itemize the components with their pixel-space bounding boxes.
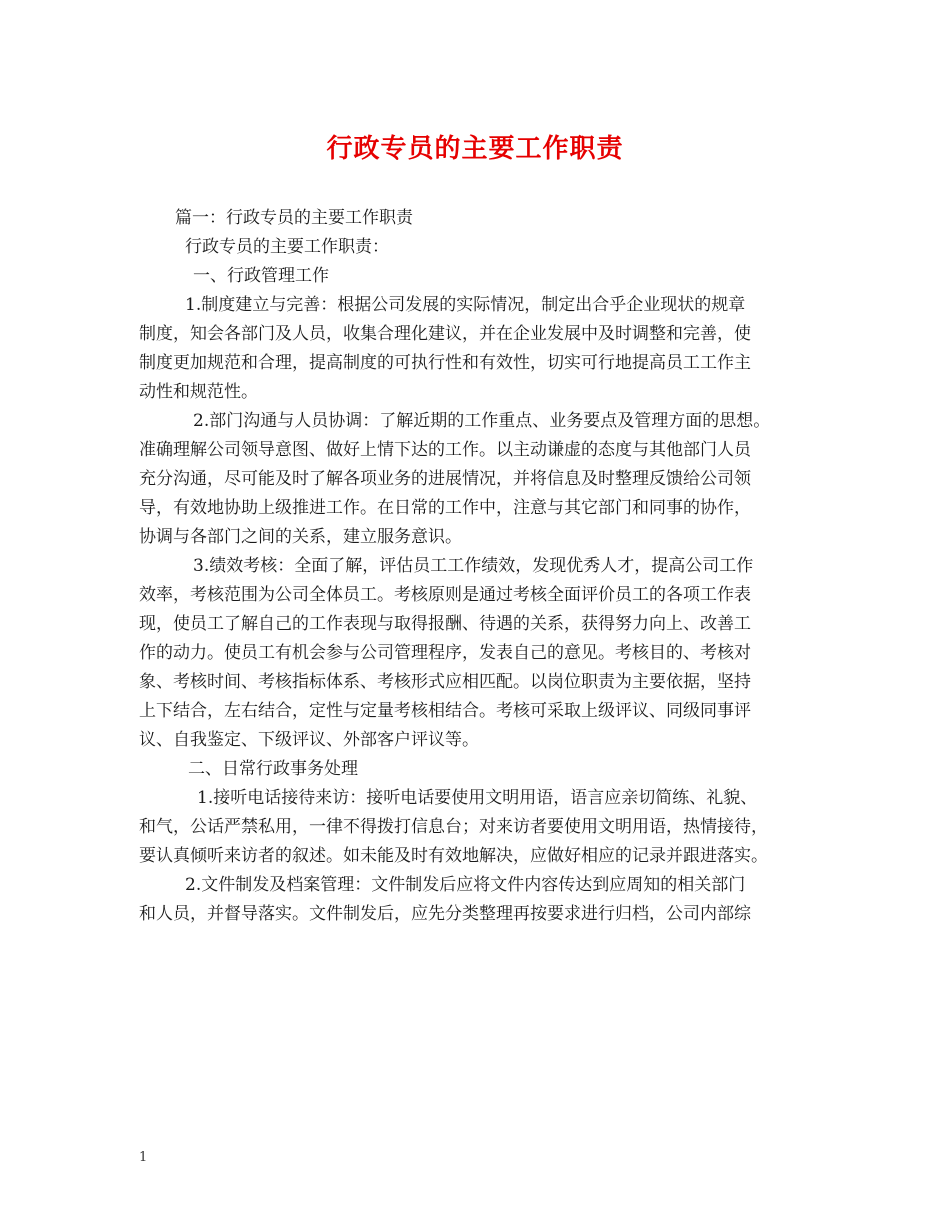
paragraph-line: 制度更加规范和合理，提高制度的可执行性和有效性，切实可行地提高员工工作主 (139, 353, 751, 373)
paragraph-line: 上下结合，左右结合，定性与定量考核相结合。考核可采取上级评议、同级同事评 (139, 701, 751, 721)
paragraph-line: 动性和规范性。 (139, 382, 258, 402)
document-body (139, 204, 819, 929)
paragraph-line: 和气，公话严禁私用，一律不得拨打信息台；对来访者要使用文明用语，热情接待， (139, 817, 768, 837)
paragraph-line: 行政专员的主要工作职责： (185, 237, 389, 257)
paragraph-line: 1.制度建立与完善：根据公司发展的实际情况，制定出合乎企业现状的规章 (185, 295, 746, 315)
paragraph-line: 2.部门沟通与人员协调：了解近期的工作重点、业务要点及管理方面的思想。 (193, 411, 771, 431)
paragraph-line: 准确理解公司领导意图、做好上情下达的工作。以主动谦虚的态度与其他部门人员 (139, 440, 751, 460)
document-title: 行政专员的主要工作职责 (326, 134, 624, 164)
paragraph-line: 要认真倾听来访者的叙述。如未能及时有效地解决，应做好相应的记录并跟进落实。 (139, 846, 768, 866)
paragraph-line: 2.文件制发及档案管理：文件制发后应将文件内容传达到应周知的相关部门 (185, 875, 746, 895)
section-heading: 二、日常行政事务处理 (188, 759, 358, 779)
paragraph-line: 现，使员工了解自己的工作表现与取得报酬、待遇的关系，获得努力向上、改善工 (139, 614, 751, 634)
paragraph-line: 1.接听电话接待来访：接听电话要使用文明用语，语言应亲切简练、礼貌、 (197, 788, 758, 808)
section-heading: 篇一：行政专员的主要工作职责 (175, 208, 413, 228)
paragraph-line: 效率，考核范围为公司全体员工。考核原则是通过考核全面评价员工的各项工作表 (139, 585, 751, 605)
paragraph-line: 作的动力。使员工有机会参与公司管理程序，发表自己的意见。考核目的、考核对 (139, 643, 751, 663)
paragraph-line: 象、考核时间、考核指标体系、考核形式应相匹配。以岗位职责为主要依据，坚持 (139, 672, 751, 692)
section-heading: 一、行政管理工作 (193, 266, 329, 286)
page-number: 1 (139, 1150, 148, 1165)
paragraph-line: 3.绩效考核：全面了解，评估员工工作绩效，发现优秀人才，提高公司工作 (193, 556, 754, 576)
paragraph-line: 和人员，并督导落实。文件制发后，应先分类整理再按要求进行归档，公司内部综 (139, 904, 751, 924)
paragraph-line: 协调与各部门之间的关系，建立服务意识。 (139, 527, 462, 547)
paragraph-line: 制度，知会各部门及人员，收集合理化建议，并在企业发展中及时调整和完善，使 (139, 324, 751, 344)
paragraph-line: 充分沟通，尽可能及时了解各项业务的进展情况，并将信息及时整理反馈给公司领 (139, 469, 751, 489)
paragraph-line: 导，有效地协助上级推进工作。在日常的工作中，注意与其它部门和同事的协作， (139, 498, 751, 518)
paragraph-line: 议、自我鉴定、下级评议、外部客户评议等。 (139, 730, 479, 750)
